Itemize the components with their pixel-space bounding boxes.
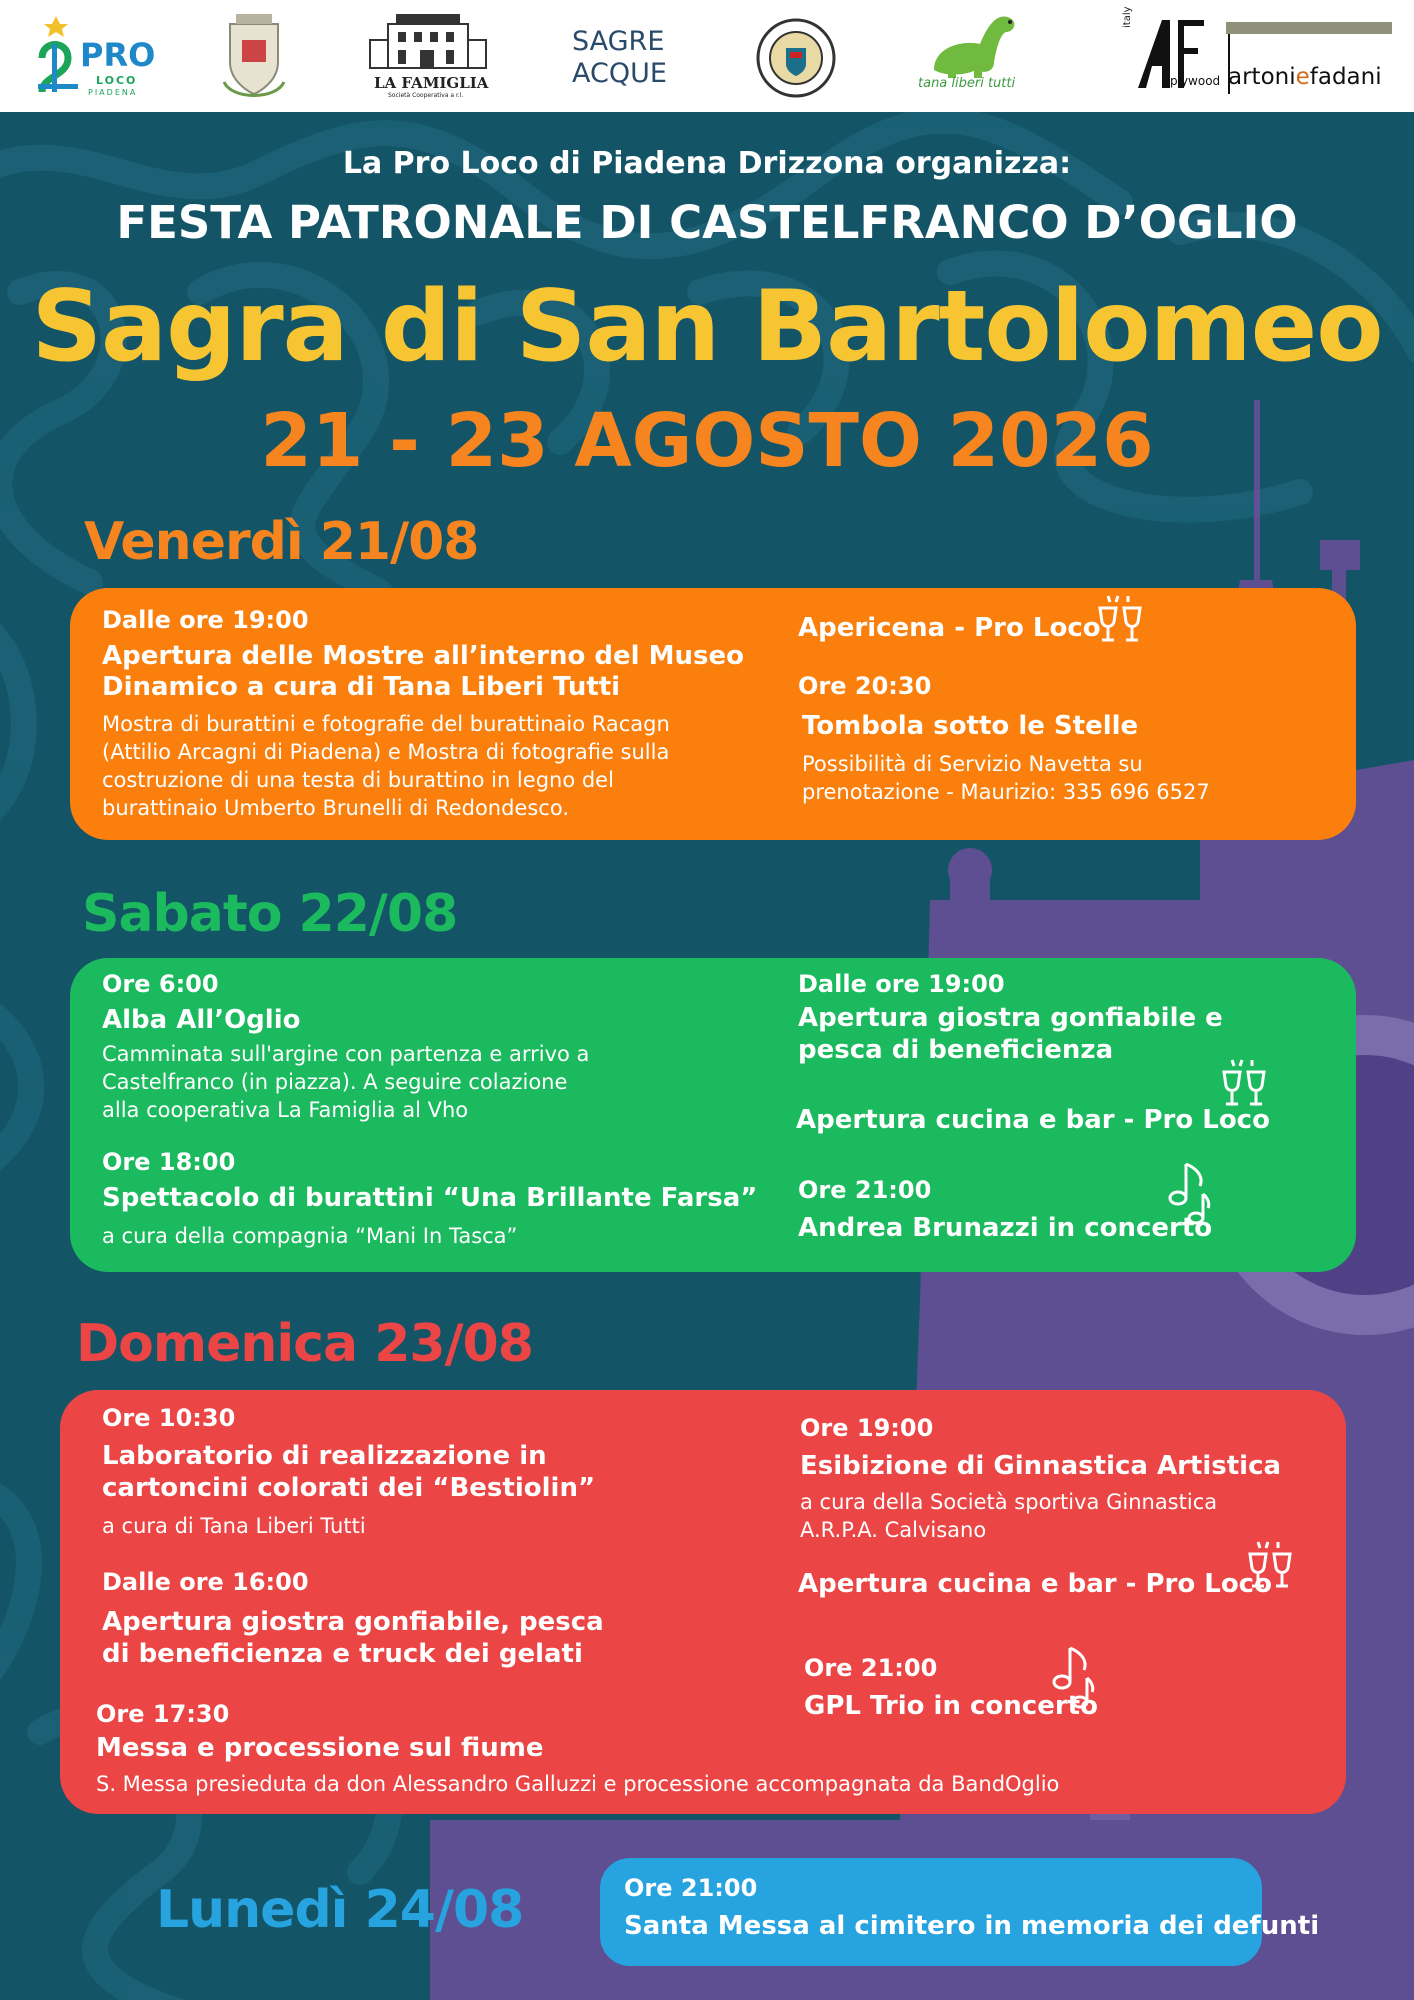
- event-title: Santa Messa al cimitero in memoria dei defunti: [624, 1911, 1320, 1941]
- event-time: Ore 17:30: [96, 1700, 230, 1728]
- event-title: Alba All’Oglio: [102, 1005, 301, 1035]
- municipality-crest-logo: [222, 12, 286, 104]
- event-time: Ore 6:00: [102, 970, 219, 998]
- event-title: Apericena - Pro Loco: [798, 613, 1101, 643]
- provincial-seal-logo: [756, 18, 836, 98]
- event-time: Ore 21:00: [804, 1654, 938, 1682]
- tana-liberi-tutti-logo: [914, 10, 1034, 104]
- artoni-part-e: e: [1295, 64, 1310, 90]
- panel-sabato: [70, 958, 1356, 1272]
- artoni-part-a: artoni: [1228, 64, 1296, 90]
- event-title: Tombola sotto le Stelle: [802, 711, 1139, 741]
- organizer-line: La Pro Loco di Piadena Drizzona organizza:: [342, 146, 1072, 181]
- proloco-logo-sub: LOCO: [96, 74, 138, 87]
- day-heading-sabato: Sabato 22/08: [82, 884, 458, 944]
- artoni-bar: [1226, 22, 1392, 34]
- event-description: costruzione di una testa di burattino in legno del: [102, 768, 614, 792]
- la-famiglia-logo-sub: Società Cooperativa a r.l.: [388, 92, 464, 99]
- event-description: Camminata sull'argine con partenza e arrivo a: [102, 1042, 590, 1066]
- event-title: Apertura cucina e bar - Pro Loco: [798, 1569, 1272, 1599]
- event-time: Dalle ore 19:00: [798, 970, 1005, 998]
- wine-glasses-icon: [1094, 594, 1146, 648]
- af-plywood-text: plywood: [1170, 74, 1221, 88]
- event-title: Apertura giostra gonfiabile e: [798, 1003, 1223, 1033]
- event-title: cartoncini colorati dei “Bestiolin”: [102, 1473, 596, 1503]
- event-title: Messa e processione sul fiume: [96, 1733, 544, 1763]
- event-time: Ore 19:00: [800, 1414, 934, 1442]
- panel-domenica: [60, 1390, 1346, 1814]
- event-title: Apertura giostra gonfiabile, pesca: [102, 1607, 604, 1637]
- event-title: Spettacolo di burattini “Una Brillante Farsa”: [102, 1183, 758, 1213]
- event-title: GPL Trio in concerto: [804, 1691, 1098, 1721]
- event-description: a cura di Tana Liberi Tutti: [102, 1514, 366, 1538]
- day-heading-venerdi: Venerdì 21/08: [84, 512, 479, 572]
- event-description: A.R.P.A. Calvisano: [800, 1518, 987, 1542]
- event-title: Andrea Brunazzi in concerto: [798, 1213, 1213, 1243]
- event-description: Possibilità di Servizio Navetta su: [802, 752, 1143, 776]
- festa-title: FESTA PATRONALE DI CASTELFRANCO D’OGLIO: [116, 196, 1298, 249]
- event-dates: 21 - 23 AGOSTO 2026: [260, 398, 1154, 484]
- sponsor-logo-bar: [0, 0, 1414, 112]
- event-title: pesca di beneficienza: [798, 1035, 1114, 1065]
- day-heading-lunedi: Lunedì 24/08: [156, 1880, 524, 1940]
- artoni-fadani-text: [1228, 64, 1382, 90]
- event-title: Esibizione di Ginnastica Artistica: [800, 1451, 1282, 1481]
- sagre-acque-logo: [572, 26, 672, 90]
- event-description: (Attilio Arcagni di Piadena) e Mostra di fotografie sulla: [102, 740, 670, 764]
- event-title: di beneficienza e truck dei gelati: [102, 1639, 583, 1669]
- proloco-logo: [38, 14, 156, 98]
- event-description: Castelfranco (in piazza). A seguire colazione: [102, 1070, 568, 1094]
- event-title: Dinamico a cura di Tana Liberi Tutti: [102, 672, 621, 702]
- panel-venerdi: [70, 588, 1356, 840]
- artoni-part-b: fadani: [1309, 64, 1382, 90]
- af-italy-text: italy: [1122, 6, 1133, 28]
- proloco-logo-text: PRO: [80, 36, 156, 74]
- event-time: Ore 20:30: [798, 672, 932, 700]
- event-time: Dalle ore 16:00: [102, 1568, 309, 1596]
- event-title: Laboratorio di realizzazione in: [102, 1441, 547, 1471]
- la-famiglia-logo-text: LA FAMIGLIA: [374, 74, 489, 92]
- sagre-logo-line2: ACQUE: [572, 58, 667, 89]
- sagre-logo-line1: SAGRE: [572, 26, 665, 57]
- sagra-title: Sagra di San Bartolomeo: [31, 270, 1383, 384]
- wine-glasses-icon: [1244, 1540, 1296, 1594]
- event-time: Ore 21:00: [624, 1874, 758, 1902]
- panel-lunedi: [600, 1858, 1320, 1966]
- artoni-fadani-logo: [1122, 6, 1394, 98]
- event-description: S. Messa presieduta da don Alessandro Galluzzi e processione accompagnata da BandOglio: [96, 1772, 1060, 1796]
- event-description: Mostra di burattini e fotografie del burattinaio Racagn: [102, 712, 670, 736]
- event-description: a cura della Società sportiva Ginnastica: [800, 1490, 1218, 1514]
- event-time: Dalle ore 19:00: [102, 606, 309, 634]
- event-description: burattinaio Umberto Brunelli di Redondesco.: [102, 796, 569, 820]
- event-description: prenotazione - Maurizio: 335 696 6527: [802, 780, 1210, 804]
- event-time: Ore 18:00: [102, 1148, 236, 1176]
- event-time: Ore 10:30: [102, 1404, 236, 1432]
- event-title: Apertura delle Mostre all’interno del Museo: [102, 641, 744, 671]
- event-description: a cura della compagnia “Mani In Tasca”: [102, 1224, 518, 1248]
- la-famiglia-logo: [366, 10, 490, 102]
- tana-logo-text: tana liberi tutti: [918, 76, 1016, 91]
- event-description: alla cooperativa La Famiglia al Vho: [102, 1098, 469, 1122]
- proloco-logo-town: PIADENA: [88, 88, 138, 97]
- day-heading-domenica: Domenica 23/08: [76, 1314, 533, 1374]
- event-time: Ore 21:00: [798, 1176, 932, 1204]
- event-title: Apertura cucina e bar - Pro Loco: [796, 1105, 1270, 1135]
